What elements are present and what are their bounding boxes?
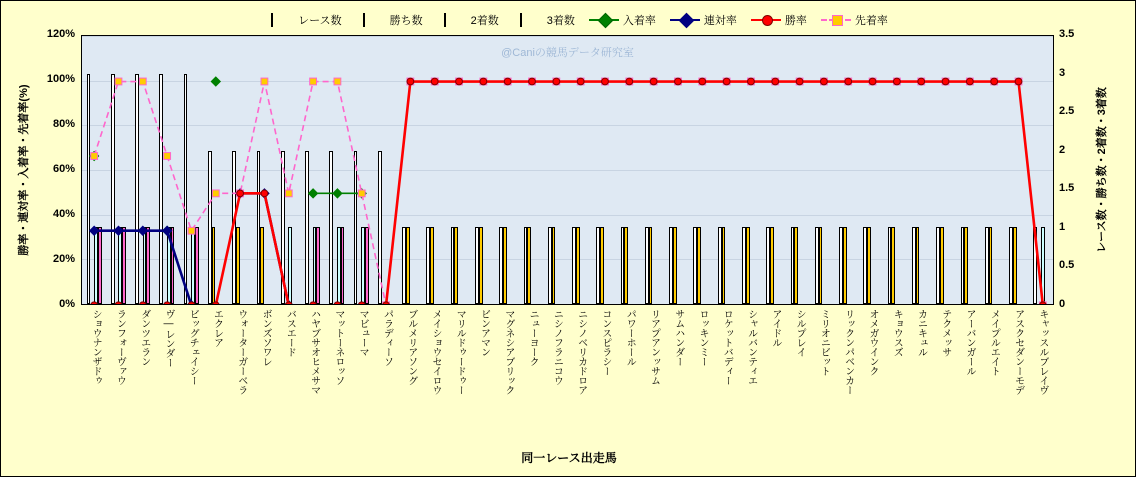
- marker-勝率: [285, 302, 292, 305]
- legend-item: [513, 12, 575, 28]
- marker-勝率: [699, 78, 706, 85]
- marker-先着率: [285, 190, 292, 197]
- legend-bar-icon: [437, 14, 467, 26]
- y-tick-left: 120%: [46, 28, 75, 40]
- marker-勝率: [188, 302, 195, 305]
- x-category-label: リックンパベンカー: [842, 309, 854, 395]
- marker-勝率: [1039, 302, 1046, 305]
- marker-連対率: [114, 226, 123, 235]
- marker-連対率: [163, 226, 172, 235]
- x-category-label: バスエード: [284, 309, 296, 357]
- marker-先着率: [115, 78, 122, 85]
- x-category-label: ロッキンミー: [697, 309, 708, 366]
- marker-入着率: [309, 189, 318, 198]
- x-category-label: アーバンガール: [964, 309, 976, 376]
- x-category-label: エクレア: [211, 309, 223, 347]
- marker-勝率: [115, 302, 122, 305]
- legend-marker-icon: [832, 15, 843, 26]
- marker-先着率: [358, 190, 365, 197]
- y-tick-left: 0%: [59, 298, 75, 310]
- marker-勝率: [966, 78, 973, 85]
- watermark: @Caniの競馬データ研究室: [501, 47, 634, 59]
- x-category-label: メイプルエイト: [988, 309, 1000, 376]
- x-category-label: キョウスズ: [891, 309, 903, 357]
- x-category-label: ヴ―レンダー: [162, 309, 174, 367]
- x-category-label: メイショウセイロウ: [429, 309, 441, 395]
- x-category-label: ニシノベリカドロア: [575, 309, 587, 395]
- legend-label: 勝ち数: [389, 15, 423, 27]
- x-category-label: キャッスルブレイヴ: [1036, 309, 1048, 395]
- legend-marker-icon: [598, 13, 614, 29]
- marker-勝率: [796, 78, 803, 85]
- legend-label: レース数: [298, 15, 342, 27]
- legend-label: 勝率: [784, 15, 807, 27]
- marker-勝率: [431, 78, 438, 85]
- marker-勝率: [504, 78, 511, 85]
- marker-勝率: [918, 78, 925, 85]
- marker-勝率: [626, 78, 633, 85]
- legend-series-icon: [670, 14, 700, 26]
- marker-勝率: [334, 302, 341, 305]
- y-tick-left: 80%: [52, 118, 75, 130]
- marker-先着率: [91, 153, 98, 160]
- marker-勝率: [383, 302, 390, 305]
- marker-勝率: [991, 78, 998, 85]
- marker-勝率: [942, 78, 949, 85]
- x-category-label: マリルドゥードゥー: [454, 309, 466, 395]
- y-axis-right-title: レース数・勝ち数・2着数・3着数: [1096, 87, 1108, 253]
- marker-勝率: [748, 78, 755, 85]
- legend-item: [264, 12, 341, 28]
- marker-勝率: [407, 78, 414, 85]
- marker-勝率: [845, 78, 852, 85]
- marker-勝率: [310, 302, 317, 305]
- legend-item: [751, 12, 807, 28]
- x-category-label: シルプレイ: [794, 309, 806, 357]
- marker-勝率: [1015, 78, 1022, 85]
- x-axis-title: 同一レース出走馬: [521, 451, 617, 465]
- y-tick-right: 0.5: [1059, 259, 1075, 272]
- chart-legend: [81, 9, 1071, 31]
- legend-bar-swatch: [520, 13, 522, 27]
- y-tick-right: 1: [1059, 220, 1066, 233]
- marker-先着率: [164, 153, 171, 160]
- legend-label: 先着率: [854, 15, 888, 27]
- line-series-overlay: [82, 36, 1054, 305]
- x-category-label: マグネシアブリック: [502, 309, 514, 395]
- x-category-label: ウォーターガーベラ: [235, 309, 247, 395]
- line-連対率: [94, 193, 289, 305]
- x-axis-category-labels: [81, 309, 1054, 439]
- x-category-label: サムハンダー: [672, 309, 684, 366]
- legend-item: [356, 12, 423, 28]
- legend-item: [589, 12, 656, 28]
- legend-marker-icon: [762, 15, 773, 26]
- x-category-label: マットーネロッソ: [332, 309, 344, 385]
- x-category-label: マビューマ: [357, 309, 369, 357]
- legend-label: 3着数: [546, 15, 575, 27]
- x-category-label: ダンツエラン: [138, 309, 150, 366]
- marker-勝率: [261, 190, 268, 197]
- x-category-label: アスクセダンーモデ: [1012, 309, 1024, 395]
- legend-bar-icon: [513, 14, 543, 26]
- marker-入着率: [211, 77, 220, 86]
- x-category-label: パラディーソ: [381, 309, 393, 366]
- x-category-label: テクメッサ: [939, 309, 951, 357]
- legend-bar-swatch: [363, 13, 365, 27]
- marker-勝率: [139, 302, 146, 305]
- legend-bar-swatch: [444, 13, 446, 27]
- y-tick-right: 3.5: [1059, 28, 1075, 40]
- marker-勝率: [821, 78, 828, 85]
- plot-background: [81, 35, 1054, 305]
- legend-label: 2着数: [470, 15, 499, 27]
- x-category-label: ミリオニビット: [818, 309, 830, 376]
- marker-連対率: [90, 226, 99, 235]
- y-tick-right: 0: [1059, 298, 1066, 310]
- marker-勝率: [237, 190, 244, 197]
- marker-先着率: [310, 78, 317, 85]
- legend-item: [670, 12, 737, 28]
- x-category-label: ハヤブサオヒメサマ: [308, 309, 320, 395]
- legend-item: [437, 12, 499, 28]
- x-category-label: ニシノフラニコウ: [551, 309, 563, 385]
- x-category-label: カニキュル: [915, 309, 927, 357]
- marker-勝率: [577, 78, 584, 85]
- legend-bar-icon: [356, 14, 386, 26]
- legend-series-icon: [751, 14, 781, 26]
- marker-勝率: [723, 78, 730, 85]
- marker-勝率: [553, 78, 560, 85]
- marker-勝率: [358, 302, 365, 305]
- marker-先着率: [261, 78, 268, 85]
- legend-series-icon: [821, 14, 851, 26]
- marker-勝率: [480, 78, 487, 85]
- marker-先着率: [139, 78, 146, 85]
- marker-勝率: [650, 78, 657, 85]
- marker-先着率: [212, 190, 219, 197]
- marker-勝率: [869, 78, 876, 85]
- y-axis-left-title: 勝率・連対率・入着率・先着率(%): [18, 84, 30, 256]
- x-category-label: ニューヨーク: [527, 309, 539, 366]
- marker-先着率: [188, 227, 195, 234]
- marker-勝率: [91, 302, 98, 305]
- legend-item: [821, 12, 888, 28]
- x-category-label: ボンズソワレ: [260, 309, 272, 366]
- y-tick-left: 60%: [52, 163, 75, 175]
- x-category-label: ビンアマン: [478, 309, 490, 357]
- marker-入着率: [333, 189, 342, 198]
- y-tick-right: 2.5: [1059, 105, 1075, 118]
- x-category-label: シャルバンティエ: [745, 309, 757, 385]
- x-category-label: オメガウインク: [866, 309, 878, 376]
- marker-勝率: [675, 78, 682, 85]
- x-category-label: ブルメリアソング: [405, 309, 417, 385]
- marker-勝率: [602, 78, 609, 85]
- y-tick-left: 40%: [52, 208, 75, 220]
- legend-series-icon: [589, 14, 619, 26]
- y-tick-left: 100%: [46, 73, 75, 85]
- marker-先着率: [334, 78, 341, 85]
- legend-marker-icon: [679, 13, 695, 29]
- x-category-label: コンスピラシー: [599, 309, 611, 376]
- x-category-label: リアプアンッサム: [648, 309, 660, 385]
- marker-勝率: [456, 78, 463, 85]
- marker-勝率: [772, 78, 779, 85]
- y-tick-right: 3: [1059, 66, 1066, 79]
- marker-勝率: [893, 78, 900, 85]
- x-category-label: ビッグチェイシー: [187, 309, 199, 385]
- x-category-label: ランフォーヴァウ: [114, 309, 126, 385]
- y-tick-left: 20%: [52, 253, 75, 265]
- marker-連対率: [138, 226, 147, 235]
- legend-bar-icon: [264, 14, 294, 26]
- y-tick-right: 2: [1059, 143, 1066, 156]
- x-category-label: ショウナンザドゥ: [90, 309, 102, 385]
- marker-勝率: [212, 302, 219, 305]
- y-tick-right: 1.5: [1059, 182, 1075, 195]
- marker-勝率: [529, 78, 536, 85]
- legend-label: 連対率: [703, 15, 737, 27]
- x-category-label: アイドル: [769, 309, 781, 347]
- marker-勝率: [164, 302, 171, 305]
- legend-bar-swatch: [271, 13, 273, 27]
- plot-area: [81, 35, 1054, 305]
- x-category-label: パワーホール: [624, 309, 636, 366]
- legend-label: 入着率: [622, 15, 656, 27]
- x-category-label: ロケットバディー: [721, 309, 733, 385]
